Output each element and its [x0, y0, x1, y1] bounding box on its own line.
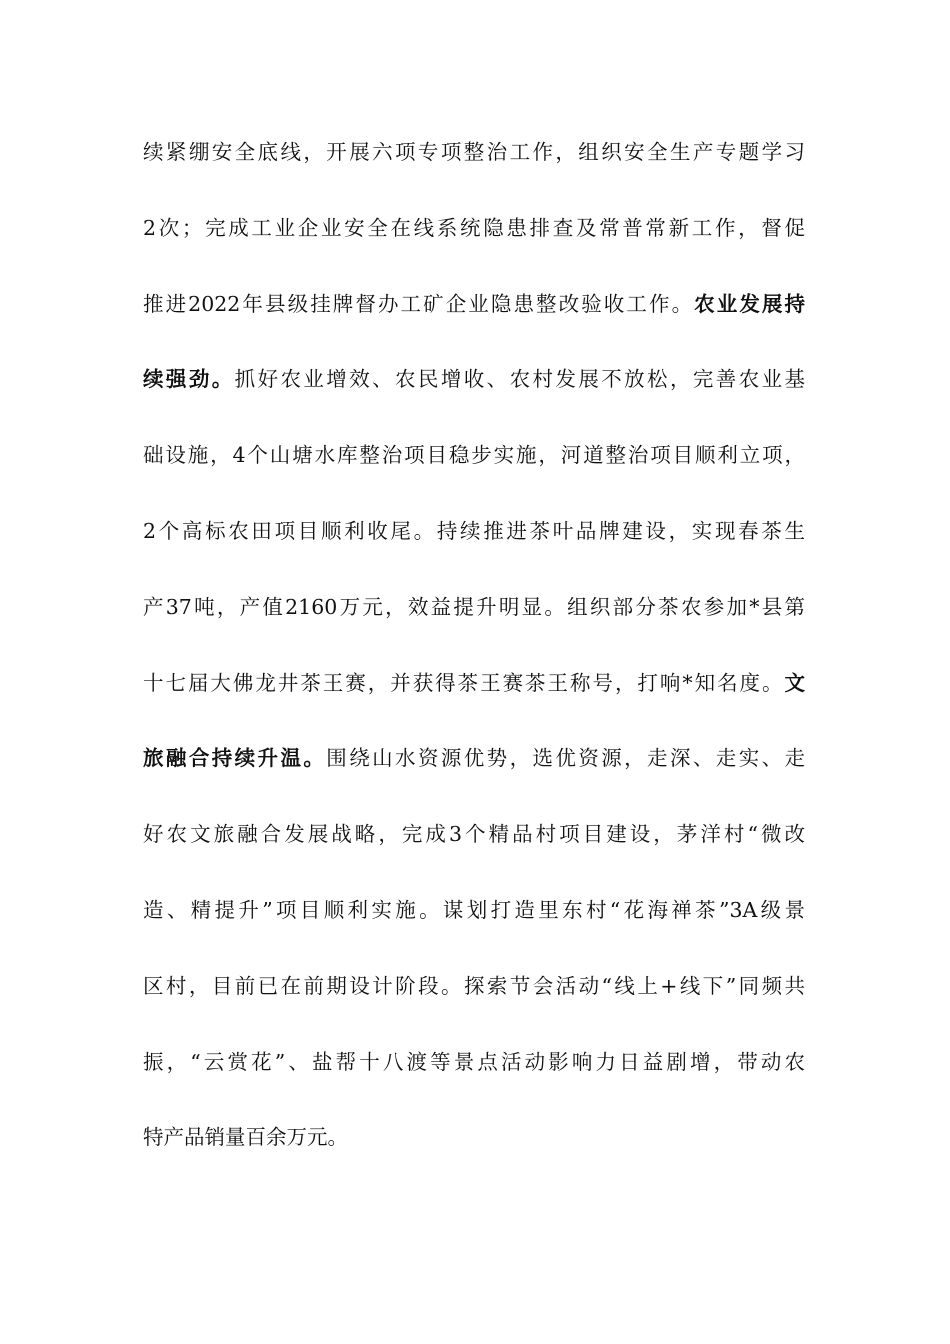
text-run: 区村，目前已在前期设计阶段。探索节会活动“线上+线下”同频共 — [143, 973, 805, 998]
text-run: 2个高标农田项目顺利收尾。持续推进茶叶品牌建设，实现春茶生 — [143, 519, 805, 543]
text-line — [143, 663, 805, 703]
text-run: 特产品销量百余万元。 — [143, 1125, 348, 1150]
text-line — [143, 359, 805, 399]
text-run: 造、精提升”项目顺利实施。谋划打造里东村“花海禅茶”3A级景 — [143, 898, 805, 922]
bold-heading-run: 旅融合持续升温。 — [143, 746, 327, 771]
text-run: 围绕山水资源优势，选优资源，走深、走实、走 — [326, 746, 806, 771]
text-line — [143, 132, 805, 172]
text-line — [143, 890, 805, 930]
text-run: 推进2022年县级挂牌督办工矿企业隐患整改验收工作。 — [143, 291, 695, 316]
text-run: 产37吨，产值2160万元，效益提升明显。组织部分茶农参加*县第 — [143, 594, 805, 619]
text-run: 振，“云赏花”、盐帮十八渡等景点活动影响力日益剧增，带动农 — [143, 1049, 805, 1074]
text-line — [143, 284, 805, 324]
text-run: 2次；完成工业企业安全在线系统隐患排查及常普常新工作，督促 — [143, 215, 805, 240]
text-line — [143, 208, 805, 248]
text-line — [143, 1042, 805, 1082]
bold-heading-run: 续强劲。 — [143, 367, 235, 392]
bold-heading-run: 文 — [784, 670, 805, 695]
text-run: 续紧绷安全底线，开展六项专项整治工作，组织安全生产专题学习 — [143, 140, 805, 164]
text-line — [143, 435, 805, 475]
text-run: 抓好农业增效、农民增收、农村发展不放松，完善农业基 — [234, 367, 806, 392]
text-line — [143, 738, 805, 778]
text-line — [143, 587, 805, 627]
bold-heading-run: 农业发展持 — [694, 291, 806, 316]
text-run: 好农文旅融合发展战略，完成3个精品村项目建设，茅洋村“微改 — [143, 822, 805, 847]
text-run: 础设施，4个山塘水库整治项目稳步实施，河道整治项目顺利立项， — [143, 443, 805, 468]
text-line — [143, 814, 805, 854]
text-line — [143, 966, 805, 1006]
text-run: 十七届大佛龙井茶王赛，并获得茶王赛茶王称号，打响*知名度。 — [143, 670, 785, 695]
text-line — [143, 511, 805, 551]
text-line — [143, 1117, 348, 1157]
